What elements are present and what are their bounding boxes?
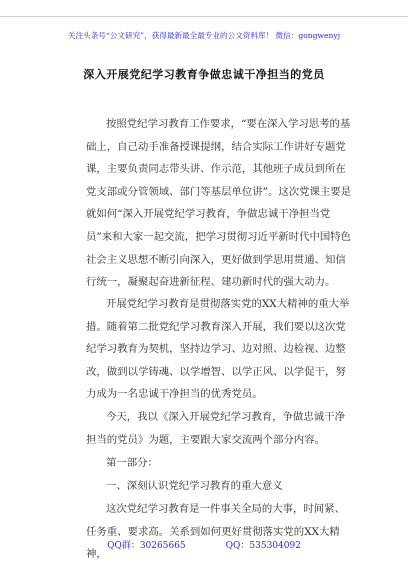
footer-contact [0, 538, 408, 551]
top-bar [0, 0, 408, 17]
paragraph-1: 按照党纪学习教育工作要求，“要在深入学习思考的基础上，自己动手准备授课提纲，结合实际工作讲好专题党课，主要负责同志带头讲、作示范，其他班子成员到所在党支部或分管领域、部门等基层单位讲”。这次党课主要是就如何“深入开展党纪学习教育，争做忠诚干净担当党员”来和大家一起交流，把学习贯彻习近平新时代中国特色社会主义思想不断引向深入，更好做到学思用贯通、知信行统一，凝聚起奋进新征程、建功新时代的强大动力。 [86, 118, 352, 289]
document-title: 深入开展党纪学习教育争做忠诚干净担当的党员 [83, 68, 325, 81]
qq-number: QQ：535304092 [225, 541, 301, 551]
paragraph-3: 今天，我以《深入开展党纪学习教育，争做忠诚干净担当的党员》为题，主要跟大家交流两个部分内容。 [86, 411, 345, 446]
paragraph-4: 这次党纪学习教育是一件事关全局的大事，时间紧、任务重、要求高。关系到如何更好贯彻落实党的XX大精神， [86, 503, 345, 561]
paragraph-2: 开展党纪学习教育是贯彻落实党的XX大精神的重大举措。随着第二批党纪学习教育深入开展，我们要以这次党纪学习教育为契机，坚持边学习、边对照、边检视、边整改，做到以学铸魂、以学增智、以学正风、以学促干，努力成为一名忠诚干净担当的优秀党员。 [86, 298, 350, 401]
section-heading: 一、深刻认识党纪学习教育的重大意义 [106, 480, 283, 492]
header-notice: 关注头条号“公文研究”，获得最新最全最专业的公文资料库！ 微信：gongwenyj [67, 31, 341, 40]
qq-group: QQ群：30265665 [107, 541, 186, 551]
section-label: 第一部分： [106, 457, 158, 469]
